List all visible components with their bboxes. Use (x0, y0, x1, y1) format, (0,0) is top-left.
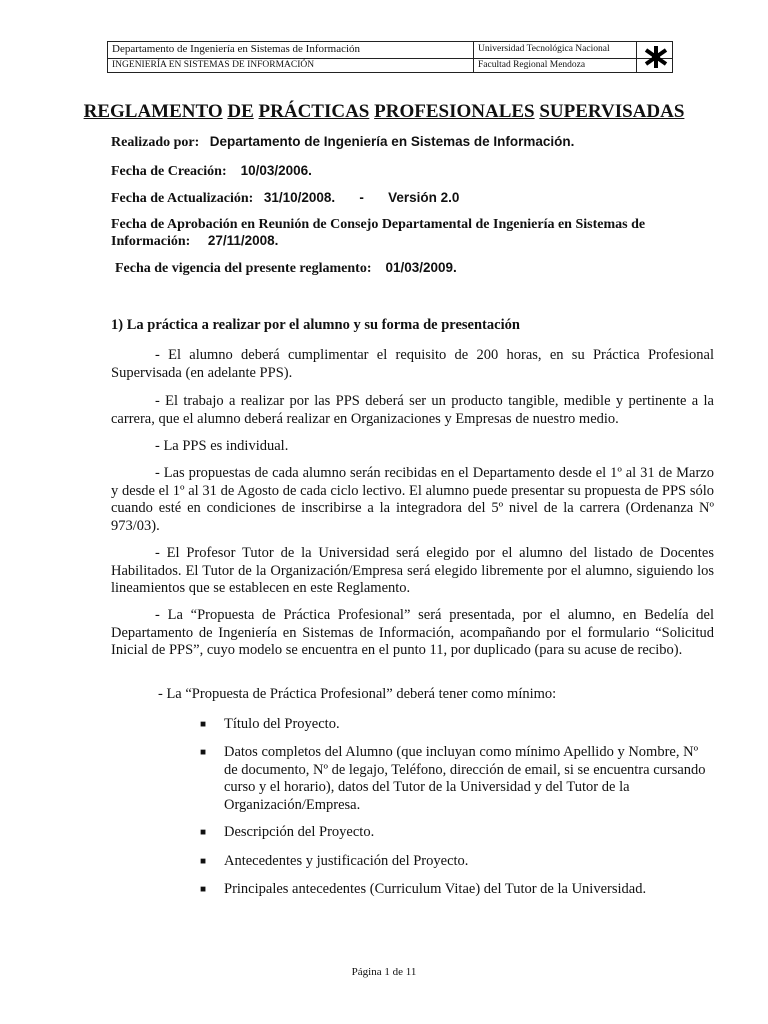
meta-aprobacion-label-2: Información: (111, 234, 191, 249)
meta-creacion-label: Fecha de Creación: (111, 164, 227, 179)
title-word: PRÁCTICAS (258, 101, 370, 122)
list-item-text: Antecedentes y justificación del Proyecto. (224, 853, 469, 869)
title-word: PROFESIONALES (374, 101, 535, 122)
meta-realizado-value: Departamento de Ingeniería en Sistemas de Información. (209, 134, 575, 149)
header-divider (473, 42, 474, 72)
document-title (0, 101, 768, 123)
list-item-text: Descripción del Proyecto. (224, 824, 375, 840)
square-bullet-icon: ■ (200, 856, 207, 867)
utn-logo-icon (639, 42, 673, 72)
paragraph-text: - Las propuestas de cada alumno serán recibidas en el Departamento desde el 1º al 31 de Marzo y desde el 1º al 31 de Agosto de cada ciclo lectivo. El alumno puede presentar su propuesta de PPS sólo cuando esté en condiciones de inscribirse a la integradora del 5º nivel de la carrera (Ordenanza Nº 973/03). (111, 465, 714, 534)
square-bullet-icon: ■ (200, 884, 207, 895)
paragraph-text: - El Profesor Tutor de la Universidad será elegido por el alumno del listado de Docentes Habilitados. El Tutor de la Organización/Empresa será elegido libremente por el alumno, siguiendo los lineamientos que se establecen en este Reglamento. (111, 545, 714, 596)
list-item-text: Título del Proyecto. (224, 716, 340, 732)
list-item (202, 881, 714, 899)
list-item-text: Principales antecedentes (Curriculum Vitae) del Tutor de la Universidad. (224, 881, 647, 897)
header-univ-line2: Facultad Regional Mendoza (478, 60, 586, 70)
paragraph-text: - El trabajo a realizar por las PPS deberá ser un producto tangible, medible y pertinente a la carrera, que el alumno deberá realizar en Organizaciones y Empresas de nuestro medio. (111, 393, 714, 427)
meta-vigencia-label: Fecha de vigencia del presente reglamento: (115, 261, 372, 276)
meta-realizado-label: Realizado por: (111, 135, 200, 150)
square-bullet-icon: ■ (200, 747, 207, 758)
title-word: SUPERVISADAS (539, 101, 685, 122)
meta-version-separator: - (359, 190, 364, 205)
header-row-1 (108, 42, 672, 59)
paragraph-text: - El alumno deberá cumplimentar el requisito de 200 horas, en su Práctica Profesional Supervisada (en adelante PPS). (111, 347, 714, 381)
meta-aprobacion-line1 (111, 217, 645, 233)
list-item (202, 853, 714, 871)
meta-vigencia (115, 260, 457, 277)
paragraph-text: - La “Propuesta de Práctica Profesional” deberá tener como mínimo: (158, 686, 557, 702)
title-word: REGLAMENTO (83, 101, 223, 122)
paragraph (111, 686, 714, 704)
meta-aprobacion-value: 27/11/2008. (207, 233, 279, 248)
header-row-2 (108, 58, 672, 74)
paragraph-text: - La PPS es individual. (155, 438, 289, 454)
meta-actualizacion-value: 31/10/2008. (263, 190, 336, 205)
meta-version-value: Versión 2.0 (388, 190, 460, 205)
paragraph (111, 545, 714, 598)
list-item-text: Datos completos del Alumno (que incluyan como mínimo Apellido y Nombre, Nº de documento, Nº de legajo, Teléfono, dirección de email, si se encuentra cursando curso y el horario), datos del Tutor de la Universidad y del Tutor de la Organización/Empresa. (224, 744, 706, 813)
header-table (107, 41, 673, 73)
paragraph (111, 438, 714, 456)
list-item (202, 716, 714, 734)
meta-realizado (111, 134, 574, 151)
meta-creacion-value: 10/03/2006. (240, 163, 312, 178)
section-heading: 1) La práctica a realizar por el alumno y su forma de presentación (111, 317, 520, 333)
header-dept-line1: Departamento de Ingeniería en Sistemas de Información (112, 43, 361, 55)
header-divider-logo (636, 42, 637, 72)
meta-aprobacion-line2 (111, 233, 278, 250)
paragraph (111, 347, 714, 382)
paragraph (111, 393, 714, 428)
title-word: DE (227, 101, 254, 122)
meta-creacion (111, 163, 312, 180)
square-bullet-icon: ■ (200, 827, 207, 838)
paragraph (111, 607, 714, 660)
meta-actualizacion-label: Fecha de Actualización: (111, 191, 254, 206)
page-number: Página 1 de 11 (351, 966, 417, 978)
paragraph-text: - La “Propuesta de Práctica Profesional” será presentada, por el alumno, en Bedelía del Departamento de Ingeniería en Sistemas de Información, acompañando por el formulario “Solicitud Inicial de PPS”, cuyo modelo se encuentra en el punto 11, por duplicado (para su acuse de recibo). (111, 607, 714, 658)
meta-vigencia-value: 01/03/2009. (385, 260, 457, 275)
square-bullet-icon: ■ (200, 719, 207, 730)
header-dept-line2: INGENIERÍA EN SISTEMAS DE INFORMACIÓN (112, 60, 315, 70)
header-univ-line1: Universidad Tecnológica Nacional (478, 44, 610, 54)
list-item (202, 824, 714, 842)
paragraph (111, 465, 714, 535)
meta-aprobacion-label: Fecha de Aprobación en Reunión de Consejo Departamental de Ingeniería en Sistemas de (111, 217, 646, 232)
list-item (202, 744, 714, 814)
meta-actualizacion (111, 190, 459, 207)
